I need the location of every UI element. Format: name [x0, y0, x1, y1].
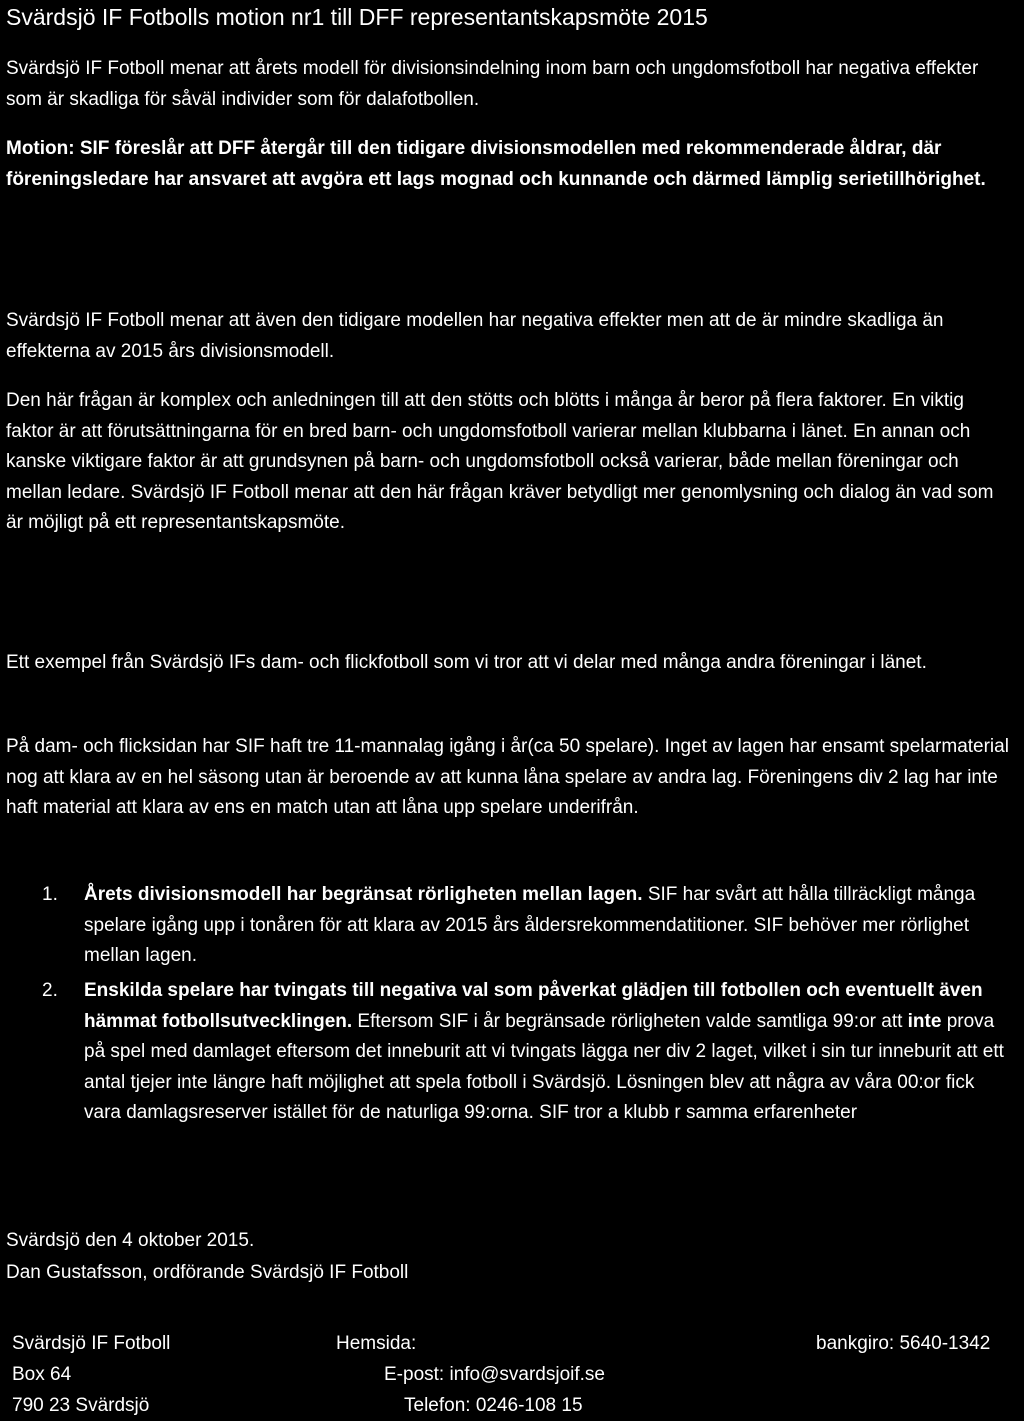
example-paragraph: Ett exempel från Svärdsjö IFs dam- och flickfotboll som vi tror att vi delar med många andra föreningar i länet.: [6, 652, 927, 673]
footer-website-label: Hemsida:: [336, 1333, 417, 1354]
footer-contact: [336, 1328, 605, 1421]
list-number: 2.: [42, 980, 58, 1001]
teams-paragraph: På dam- och flicksidan har SIF haft tre 11-mannalag igång i år(ca 50 spelare). Inget av lagen har ensamt spelarmaterial nog att klara av en hel säsong utan är beroende av att kunna låna spelare av andra lag. Föreningens div 2 lag har inte haft material att klara av ens en match utan att låna upp spelare underifrån.: [6, 736, 1009, 818]
list-bold-inte: inte: [907, 1010, 942, 1032]
previous-model-paragraph: Svärdsjö IF Fotboll menar att även den tidigare modellen har negativa effekter men att de är mindre skadliga än effekterna av 2015 års divisionsmodell.: [6, 310, 944, 362]
footer-bankgiro: bankgiro: 5640-1342: [816, 1333, 991, 1354]
motion-paragraph: Motion: SIF föreslår att DFF återgår till den tidigare divisionsmodellen med rekommenderade åldrar, där föreningsledare har ansvaret att avgöra ett lags mognad och kunnande och därmed lämplig serietillhörighet.: [6, 138, 986, 190]
document-title: Svärdsjö IF Fotbolls motion nr1 till DFF representantskapsmöte 2015: [6, 4, 708, 30]
list-rest-text: Eftersom SIF i år begränsade rörligheten valde samtliga 99:or att: [352, 1010, 908, 1032]
list-bold-text: Årets divisionsmodell har begränsat rörligheten mellan lagen.: [84, 884, 643, 905]
list-rest-text: prova på spel med damlaget eftersom det inneburit att vi tvingats lägga ner div 2 laget, vilket i sin tur inneburit att ett antal tjejer inte längre haft möjlighet att spela fotboll i Svärdsjö. Lösningen blev att några av våra 00:or fick vara damlagsreserver istället för de naturliga 99:orna. SIF tror a klubb r samma erfarenheter: [84, 1010, 1004, 1123]
footer-postal: 790 23 Svärdsjö: [12, 1395, 150, 1416]
complexity-paragraph: Den här frågan är komplex och anledningen till att den stötts och blötts i många år beror på flera faktorer. En viktig faktor är att förutsättningarna för en bred barn- och ungdomsfotboll varierar mellan klubbarna i länet. En annan och kanske viktigare faktor är att grundsynen på barn- och ungdomsfotboll också varierar, både mellan föreningar och mellan ledare. Svärdsjö IF Fotboll menar att den här frågan kräver betydligt mer genomlysning och dialog än vad som är möjligt på ett representantskapsmöte.: [6, 390, 994, 533]
list-rest-text: SIF har svårt att hålla tillräckligt många spelare igång upp i tonåren för att klara av 2015 års åldersrekommendatitioner. SIF behöver mer rörlighet mellan lagen.: [84, 884, 976, 966]
list-text: [84, 976, 1004, 1129]
footer-address: [12, 1328, 170, 1421]
footer-phone: Telefon: 0246-108 15: [404, 1395, 583, 1416]
list-text: [84, 880, 1004, 972]
footer-box: Box 64: [12, 1364, 72, 1385]
list-number: 1.: [42, 884, 58, 905]
signature-place-date: Svärdsjö den 4 oktober 2015.: [6, 1230, 255, 1251]
list-bold-text: Enskilda spelare har tvingats till negativa val som påverkat glädjen till fotbollen och eventuellt även hämmat fotbollsutvecklingen.: [84, 980, 983, 1032]
footer-email: E-post: info@svardsjoif.se: [384, 1364, 605, 1385]
signature-signer: Dan Gustafsson, ordförande Svärdsjö IF Fotboll: [6, 1262, 409, 1283]
footer-org: Svärdsjö IF Fotboll: [12, 1333, 171, 1354]
intro-paragraph: Svärdsjö IF Fotboll menar att årets modell för divisionsindelning inom barn och ungdomsfotboll har negativa effekter som är skadliga för såväl individer som för dalafotbollen.: [6, 58, 979, 110]
